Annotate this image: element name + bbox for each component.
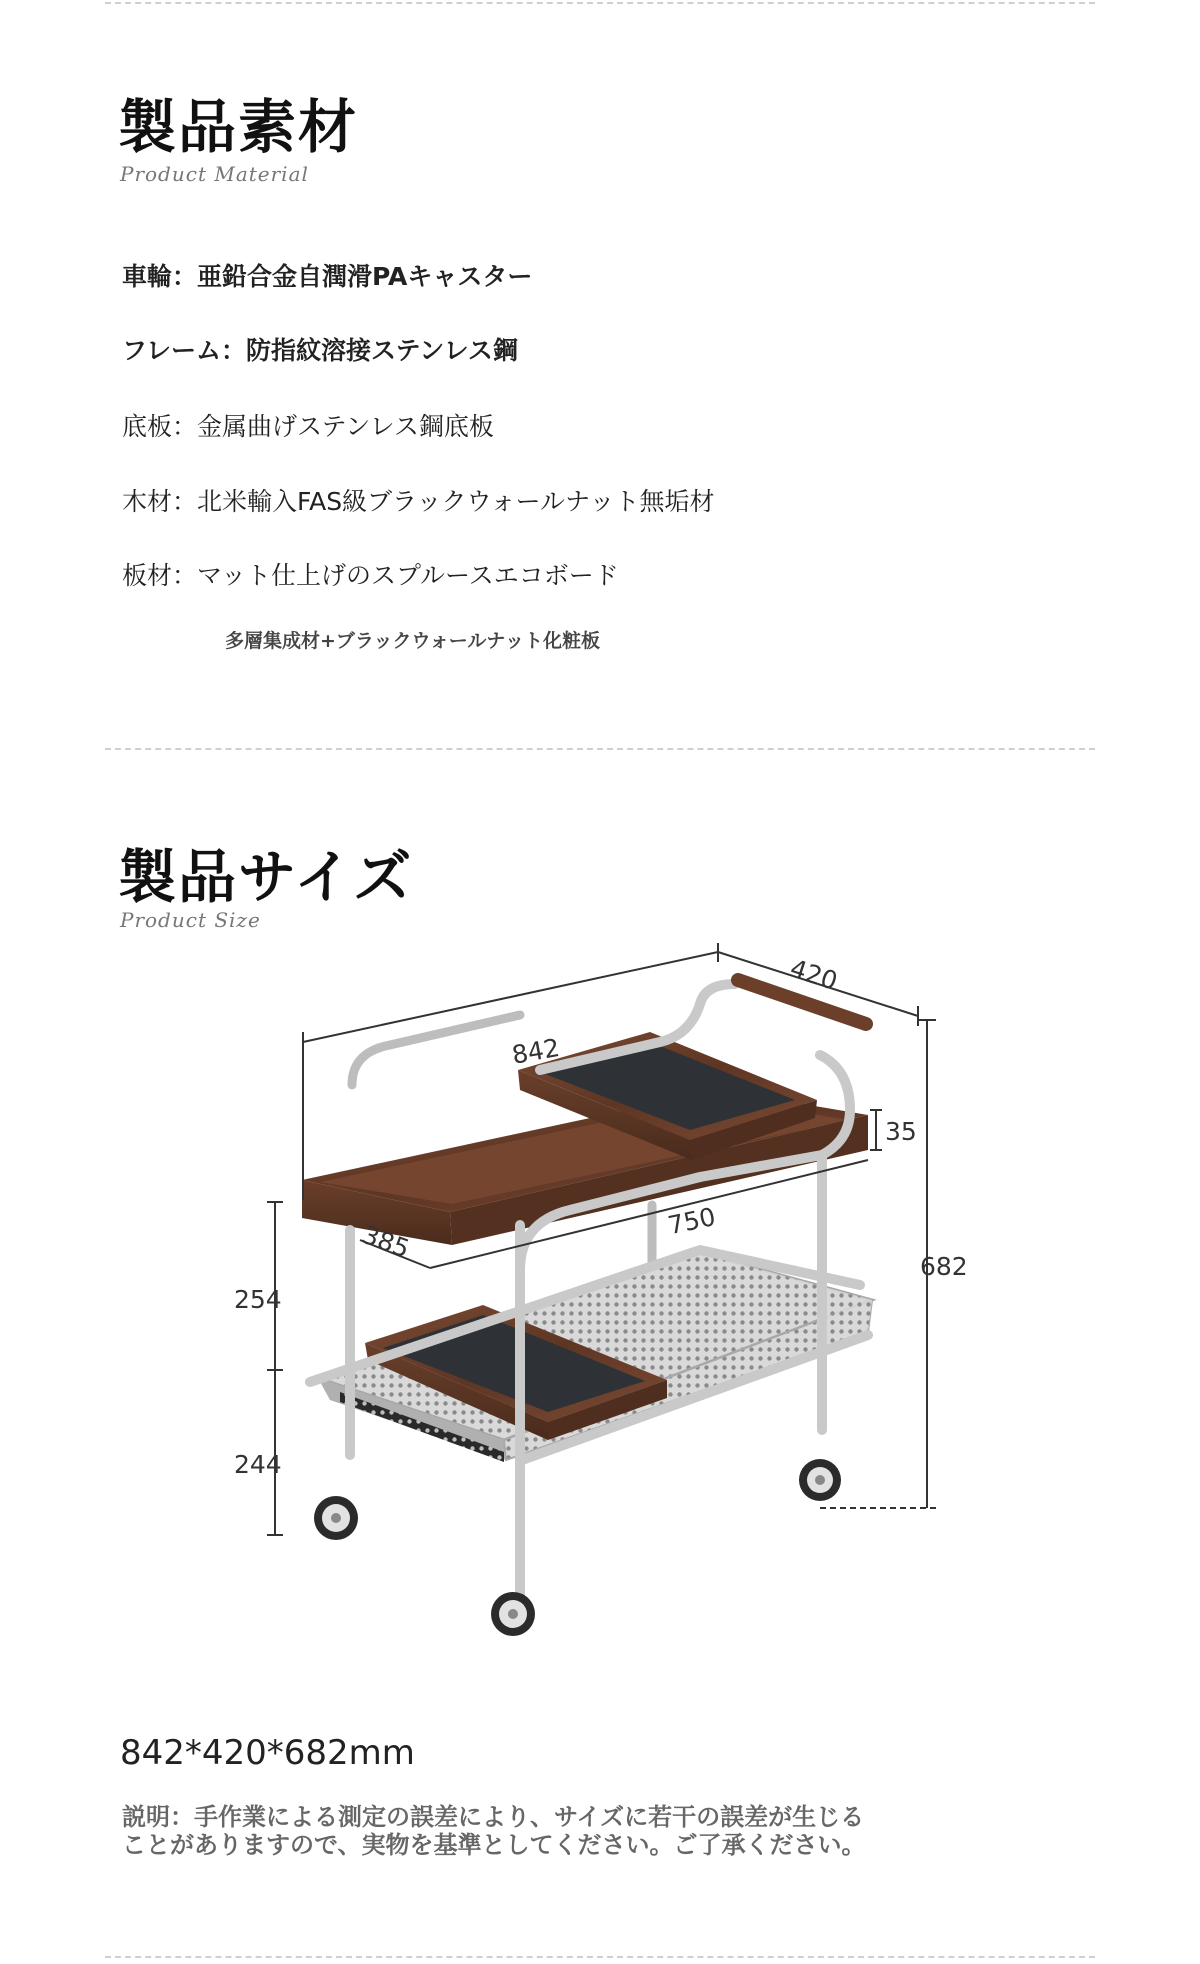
measurement-note-line1: 説明：手作業による測定の誤差により、サイズに若干の誤差が生じる <box>122 1803 865 1831</box>
product-diagram <box>0 940 1200 1660</box>
material-title: 製品素材 <box>118 93 359 161</box>
dim-upper-gap-label: 254 <box>234 1285 282 1314</box>
material-item-frame: フレーム：防指紋溶接ステンレス鋼 <box>122 336 518 365</box>
dim-length-label: 842 <box>509 1032 562 1070</box>
wheel-front-right <box>491 1592 535 1636</box>
divider-middle <box>105 748 1095 750</box>
wooden-handle <box>738 980 866 1024</box>
material-item-wheel: 車輪：亜鉛合金自潤滑PAキャスター <box>122 262 533 291</box>
overall-size: 842*420*682mm <box>120 1733 415 1773</box>
wheels <box>314 1459 841 1636</box>
material-item-wood: 木材：北米輸入FAS級ブラックウォールナット無垢材 <box>122 487 715 516</box>
divider-bottom <box>105 1956 1095 1958</box>
divider-top <box>105 2 1095 4</box>
measurement-note-line2: ことがありますので、実物を基準としてください。ご了承ください。 <box>122 1831 866 1859</box>
size-subtitle: Product Size <box>120 908 261 932</box>
material-item-bottom-plate: 底板：金属曲げステンレス鋼底板 <box>122 412 494 441</box>
dim-depth-label: 420 <box>786 953 841 996</box>
dim-lower-gap-label: 244 <box>234 1450 282 1479</box>
material-subtitle: Product Material <box>120 162 309 186</box>
size-title: 製品サイズ <box>118 843 414 911</box>
dim-height-label: 682 <box>920 1252 968 1281</box>
material-item-board: 板材：マット仕上げのスプルースエコボード <box>122 561 619 590</box>
material-item-board-detail: 多層集成材+ブラックウォールナット化粧板 <box>225 630 601 652</box>
dim-tray-height-label: 35 <box>885 1117 917 1146</box>
wheel-front-left <box>314 1496 358 1540</box>
dim-inner-depth-label: 385 <box>358 1220 414 1264</box>
dim-inner-length-label: 750 <box>665 1201 719 1241</box>
wheel-rear-right <box>799 1459 841 1501</box>
